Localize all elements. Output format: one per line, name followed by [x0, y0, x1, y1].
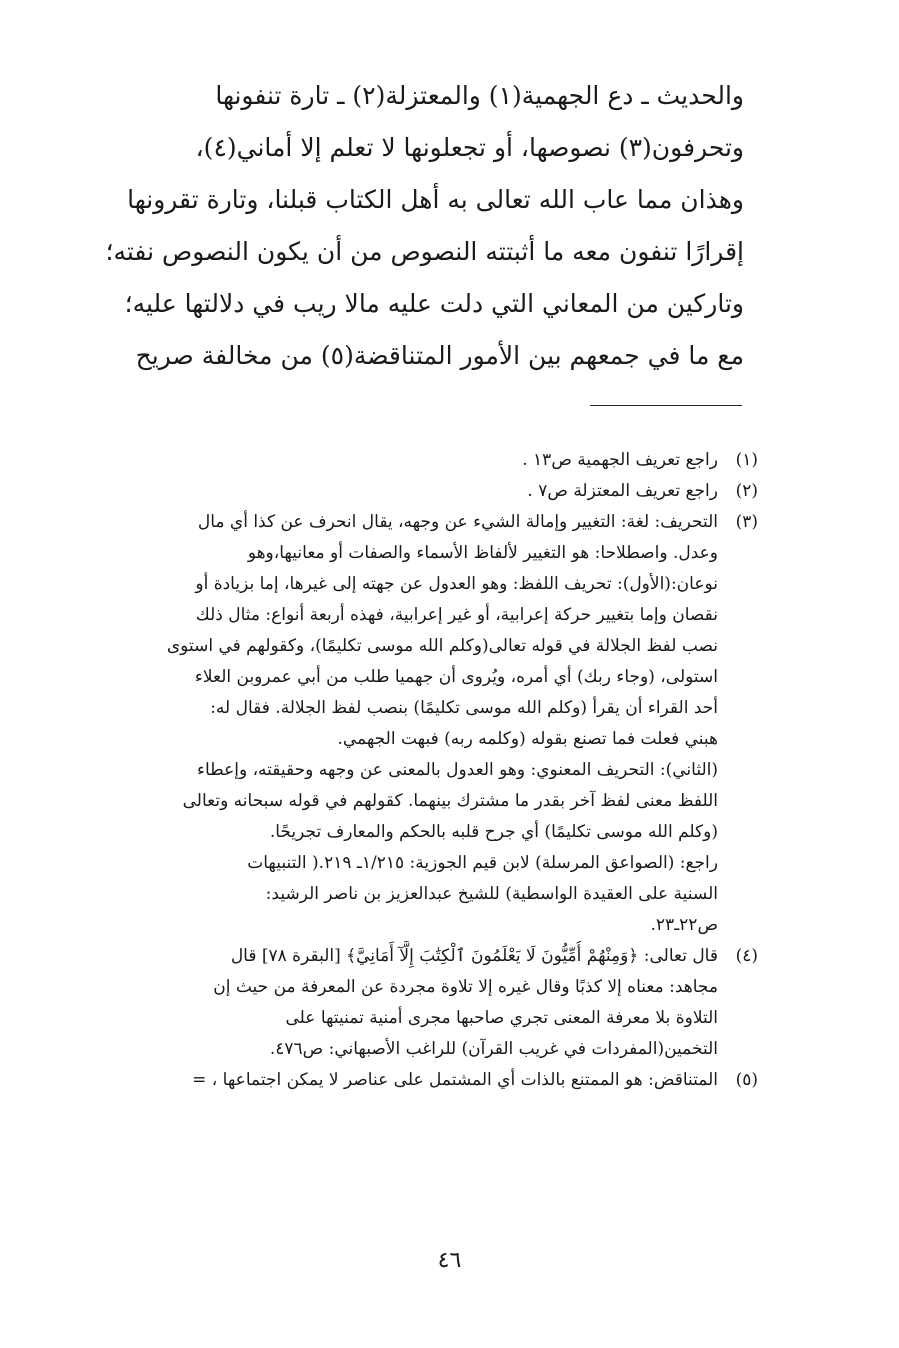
footnote-line: نصب لفظ الجلالة في قوله تعالى(وكلم الله موسى تكليمًا)، وكقولهم في استوى — [166, 636, 718, 656]
footnote-line: (وكلم الله موسى تكليمًا) أي جرح قلبه بالحكم والمعارف تجريحًا. — [269, 822, 718, 842]
footnote-body — [68, 507, 718, 941]
footnote-number: (٤) — [735, 946, 758, 966]
footnote-line: نقصان وإما بتغيير حركة إعرابية، أو غير إعرابية، فهذه أربعة أنواع: مثال ذلك — [195, 605, 718, 625]
footnote-body — [68, 941, 718, 1065]
page-number: ٤٦ — [437, 1248, 462, 1273]
main-text-line: إقرارًا تنفون معه ما أثبتته النصوص من أن يكون النصوص نفته؛ — [105, 237, 744, 266]
main-text-line: وتحرفون(٣) نصوصها، أو تجعلونها لا تعلم إلا أماني(٤)، — [195, 133, 744, 162]
main-text — [68, 70, 744, 382]
footnote-4 — [68, 941, 758, 1065]
footnote-line: التلاوة بلا معرفة المعنى تجري صاحبها مجرى أمنية تمنيتها على — [285, 1008, 718, 1028]
footnote-line: هبني فعلت فما تصنع بقوله (وكلمه ربه) فبهت الجهمي. — [337, 729, 718, 749]
footnote-line: راجع تعريف الجهمية ص١٣ . — [522, 450, 718, 470]
main-text-line: وهذان مما عاب الله تعالى به أهل الكتاب قبلنا، وتارة تقرونها — [127, 185, 744, 214]
footnote-line: التخمين(المفردات في غريب القرآن) للراغب الأصبهاني: ص٤٧٦. — [269, 1039, 718, 1059]
footnote-line: مجاهد: معناه إلا كذبًا وقال غيره إلا تلاوة مجردة عن المعرفة من حيث إن — [213, 977, 718, 997]
footnote-line: المتناقض: هو الممتنع بالذات أي المشتمل على عناصر لا يمكن اجتماعها ، = — [192, 1070, 718, 1090]
footnote-line: وعدل. واصطلاحا: هو التغيير لألفاظ الأسماء والصفات أو معانيها،وهو — [247, 543, 718, 563]
main-text-line: وتاركين من المعاني التي دلت عليه مالا ريب في دلالتها عليه؛ — [124, 289, 744, 318]
footnote-line: نوعان:(الأول): تحريف اللفظ: وهو العدول عن جهته إلى غيرها، إما بزيادة أو — [195, 574, 718, 594]
footnote-number: (٣) — [735, 512, 758, 532]
footnote-2 — [68, 476, 758, 507]
footnote-number: (٢) — [735, 481, 758, 501]
footnote-number: (١) — [735, 450, 758, 470]
footnote-body — [68, 476, 718, 507]
footnote-line: راجع تعريف المعتزلة ص٧ . — [527, 481, 718, 501]
footnote-line: استولى، (وجاء ربك) أي أمره، ويُروى أن جهميا طلب من أبي عمروبن العلاء — [194, 667, 718, 687]
footnote-line: التحريف: لغة: التغيير وإمالة الشيء عن وجهه، يقال انحرف عن كذا أي مال — [197, 512, 718, 532]
footnote-body — [68, 1065, 718, 1096]
footnote-separator — [590, 405, 742, 406]
footnote-line: أحد القراء أن يقرأ (وكلم الله موسى تكليمًا) بنصب لفظ الجلالة. فقال له: — [210, 698, 718, 718]
footnote-line: ص٢٢ـ٢٣. — [650, 915, 718, 935]
footnote-line: (الثاني): التحريف المعنوي: وهو العدول بالمعنى عن وجهه وحقيقته، وإعطاء — [196, 760, 718, 780]
footnotes — [68, 445, 758, 1096]
footnote-body — [68, 445, 718, 476]
footnote-line: السنية على العقيدة الواسطية) للشيخ عبدالعزيز بن ناصر الرشيد: — [265, 884, 718, 904]
footnote-line: راجع: (الصواعق المرسلة) لابن قيم الجوزية: ١/٢١٥ـ ٢١٩.( التنبيهات — [247, 853, 718, 873]
footnote-line: اللفظ معنى لفظ آخر بقدر ما مشترك بينهما. كقولهم في قوله سبحانه وتعالى — [182, 791, 718, 811]
footnote-number: (٥) — [735, 1070, 758, 1090]
main-text-line: والحديث ـ دع الجهمية(١) والمعتزلة(٢) ـ تارة تنفونها — [215, 81, 744, 110]
footnote-5 — [68, 1065, 758, 1096]
footnote-3 — [68, 507, 758, 941]
footnote-1 — [68, 445, 758, 476]
main-text-line: مع ما في جمعهم بين الأمور المتناقضة(٥) من مخالفة صريح — [135, 341, 744, 370]
footnote-line: قال تعالى: ﴿وَمِنْهُمْ أُمِّيُّونَ لَا يَعْلَمُونَ ٱلْكِتَٰبَ إِلَّآ أَمَانِيَّ﴾ [البقرة ٧٨] قال — [230, 946, 718, 966]
